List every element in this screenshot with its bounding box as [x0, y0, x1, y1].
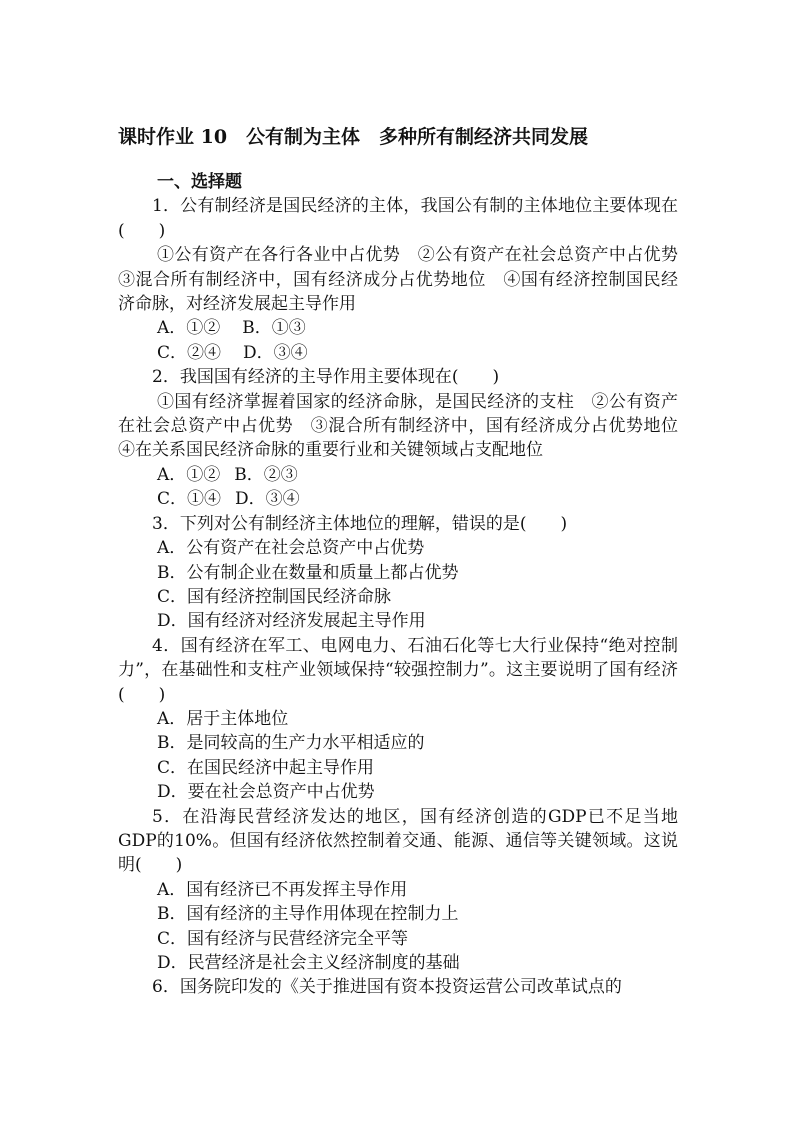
option-b[interactable]: B．②③	[234, 464, 298, 485]
question-1-statements: ①公有资产在各行各业中占优势 ②公有资产在社会总资产中占优势 ③混合所有制经济中，国有经济成分占优势地位 ④国有经济控制国民经济命脉，对经济发展起主导作用	[118, 245, 695, 315]
option-a[interactable]: A．①②	[157, 464, 221, 485]
question-1-option-row	[118, 316, 678, 340]
question-2-stem: 2．我国国有经济的主导作用主要体现在( )	[152, 367, 500, 388]
question-4-stem: 4．国有经济在军工、电网电力、石油石化等七大行业保持“绝对控制力”，在基础性和支柱产业领域保持“较强控制力”。这主要说明了国有经济( )	[118, 635, 678, 705]
option-d[interactable]: D．③④	[235, 489, 300, 510]
question-3-option-a[interactable]: A．公有资产在社会总资产中占优势	[157, 538, 425, 559]
question-6-stem: 6．国务院印发的《关于推进国有资本投资运营公司改革试点的	[152, 977, 622, 998]
option-c[interactable]: C．②④	[157, 342, 222, 363]
question-4-option-d[interactable]: D．要在社会总资产中占优势	[157, 782, 375, 803]
question-5-option-d[interactable]: D．民营经济是社会主义经济制度的基础	[157, 953, 460, 973]
option-c[interactable]: C．①④	[157, 489, 222, 510]
question-3-option-d[interactable]: D．国有经济对经济发展起主导作用	[157, 611, 426, 632]
question-5-option-a[interactable]: A．国有经济已不再发挥主导作用	[157, 879, 408, 900]
page-title: 课时作业 10 公有制为主体 多种所有制经济共同发展	[118, 126, 589, 148]
question-5-stem: 5．在沿海民营经济发达的地区，国有经济创造的GDP已不足当地GDP的10%。但国有经济依然控制着交通、能源、通信等关键领域。这说明( )	[118, 806, 678, 876]
question-5-option-b[interactable]: B．国有经济的主导作用体现在控制力上	[157, 904, 459, 925]
question-2-option-row	[118, 487, 678, 511]
question-2-statements: ①国有经济掌握着国家的经济命脉，是国民经济的支柱 ②公有资产在社会总资产中占优势 ③混合所有制经济中，国有经济成分占优势地位 ④在关系国民经济命脉的重要行业和关键领域占支配地位	[118, 391, 695, 461]
option-a[interactable]: A．①②	[157, 318, 221, 339]
question-4-option-a[interactable]: A．居于主体地位	[157, 708, 289, 729]
question-4-option-b[interactable]: B．是同较高的生产力水平相适应的	[157, 733, 425, 754]
question-5-option-c[interactable]: C．国有经济与民营经济完全平等	[157, 928, 409, 949]
question-1-stem: 1．公有制经济是国民经济的主体，我国公有制的主体地位主要体现在( )	[118, 196, 678, 241]
section-heading: 一、选择题	[157, 172, 242, 192]
question-1-option-row	[118, 341, 678, 365]
question-3-option-b[interactable]: B．公有制企业在数量和质量上都占优势	[157, 562, 459, 583]
question-list	[118, 170, 695, 1000]
question-4-option-c[interactable]: C．在国民经济中起主导作用	[157, 757, 375, 778]
option-b[interactable]: B．①③	[242, 318, 306, 339]
question-3-option-c[interactable]: C．国有经济控制国民经济命脉	[157, 586, 392, 607]
question-3-stem: 3．下列对公有制经济主体地位的理解，错误的是( )	[152, 513, 568, 534]
option-d[interactable]: D．③④	[243, 342, 308, 363]
question-2-option-row	[118, 463, 678, 487]
